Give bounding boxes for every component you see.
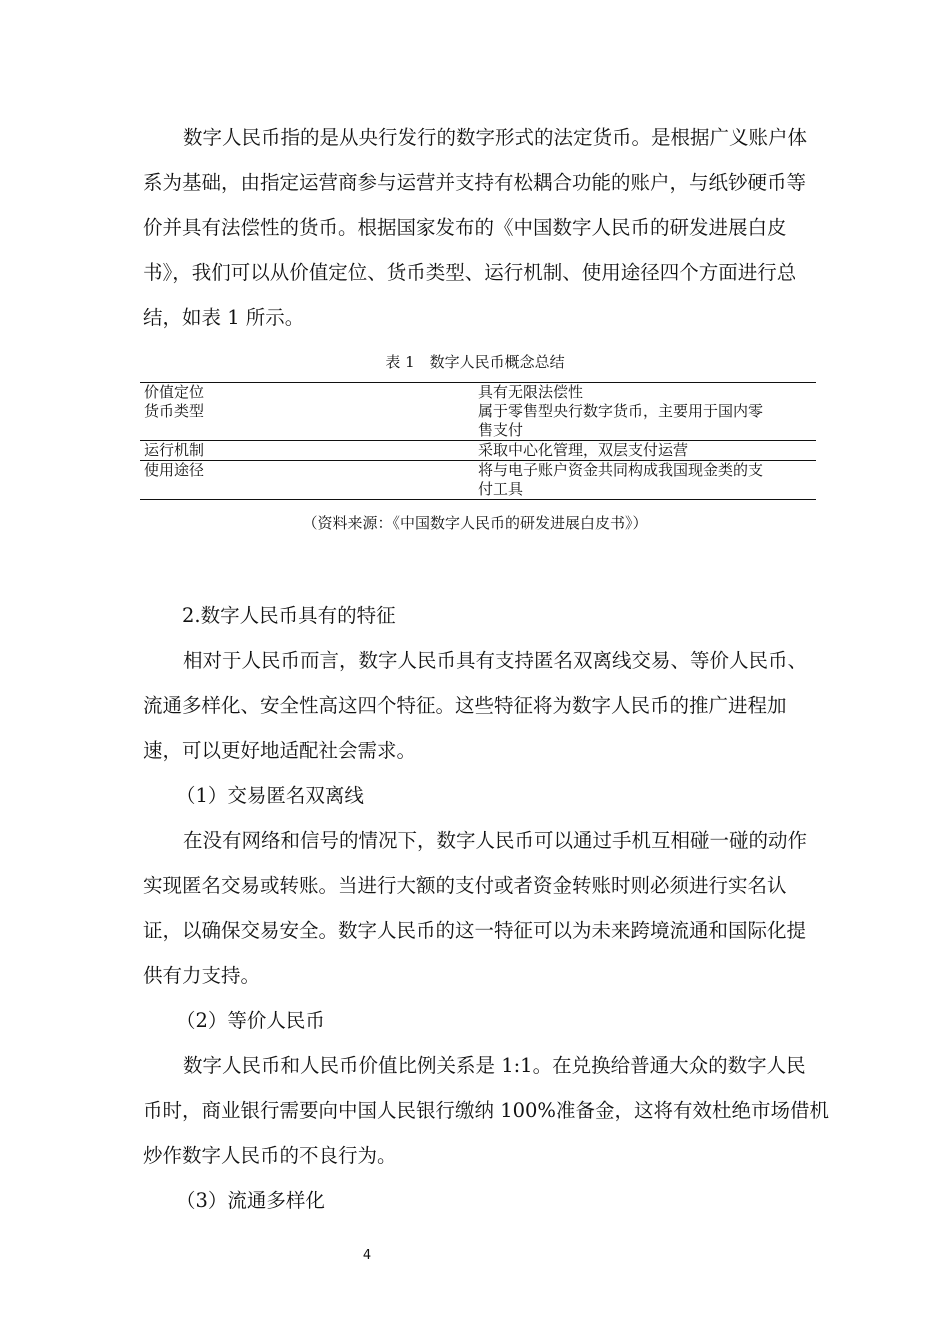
table-caption: 表 1 数字人民币概念总结 bbox=[385, 353, 565, 371]
row-value-line: 将与电子账户资金共同构成我国现金类的支 bbox=[478, 461, 764, 479]
intro-line-4: 书》，我们可以从价值定位、货币类型、运行机制、使用途径四个方面进行总 bbox=[143, 261, 797, 284]
row-value-line: 属于零售型央行数字货币，主要用于国内零 bbox=[478, 402, 764, 420]
sub2-line-3: 炒作数字人民币的不良行为。 bbox=[143, 1144, 397, 1167]
subheading-2: （2）等价人民币 bbox=[176, 1009, 325, 1032]
row-value-line: 付工具 bbox=[478, 480, 524, 498]
sub2-line-2: 币时，商业银行需要向中国人民银行缴纳 100%准备金，这将有效杜绝市场借机 bbox=[143, 1099, 829, 1122]
intro-line-3: 价并具有法偿性的货币。根据国家发布的《中国数字人民币的研发进展白皮 bbox=[143, 216, 787, 239]
intro-line-2: 系为基础，由指定运营商参与运营并支持有松耦合功能的账户，与纸钞硬币等 bbox=[143, 171, 807, 194]
subheading-1: （1）交易匿名双离线 bbox=[176, 784, 364, 807]
table-row bbox=[140, 383, 816, 403]
row-label: 运行机制 bbox=[140, 441, 478, 461]
row-label: 货币类型 bbox=[144, 402, 205, 420]
table-row bbox=[140, 461, 816, 500]
concept-summary-table bbox=[140, 382, 816, 500]
row-value-line: 具有无限法偿性 bbox=[478, 383, 584, 401]
section2-line-2: 流通多样化、安全性高这四个特征。这些特征将为数字人民币的推广进程加 bbox=[143, 694, 787, 717]
row-value bbox=[478, 383, 816, 403]
row-value bbox=[478, 441, 816, 461]
section2-line-1: 相对于人民币而言，数字人民币具有支持匿名双离线交易、等价人民币、 bbox=[183, 649, 808, 672]
sub1-line-1: 在没有网络和信号的情况下，数字人民币可以通过手机互相碰一碰的动作 bbox=[183, 829, 808, 852]
intro-line-1: 数字人民币指的是从央行发行的数字形式的法定货币。是根据广义账户体 bbox=[183, 126, 808, 149]
section2-line-3: 速，可以更好地适配社会需求。 bbox=[143, 739, 417, 762]
sub2-line-1: 数字人民币和人民币价值比例关系是 1:1。在兑换给普通大众的数字人民 bbox=[183, 1054, 806, 1077]
row-value bbox=[478, 461, 816, 500]
table-row bbox=[140, 441, 816, 461]
table-source: （资料来源：《中国数字人民币的研发进展白皮书》） bbox=[302, 514, 648, 532]
intro-line-5: 结，如表 1 所示。 bbox=[143, 306, 305, 329]
sub1-line-3: 证，以确保交易安全。数字人民币的这一特征可以为未来跨境流通和国际化提 bbox=[143, 919, 807, 942]
row-label: 价值定位 bbox=[140, 383, 478, 403]
sub1-line-2: 实现匿名交易或转账。当进行大额的支付或者资金转账时则必须进行实名认 bbox=[143, 874, 787, 897]
section-heading: 2.数字人民币具有的特征 bbox=[182, 604, 396, 627]
table-row bbox=[140, 402, 816, 441]
row-value-line: 采取中心化管理，双层支付运营 bbox=[478, 441, 689, 459]
page-number: 4 bbox=[362, 1248, 372, 1263]
row-value-line: 售支付 bbox=[478, 421, 524, 439]
subheading-3: （3）流通多样化 bbox=[176, 1189, 325, 1212]
sub1-line-4: 供有力支持。 bbox=[143, 964, 261, 987]
row-value bbox=[478, 402, 816, 441]
row-label: 使用途径 bbox=[140, 461, 478, 500]
